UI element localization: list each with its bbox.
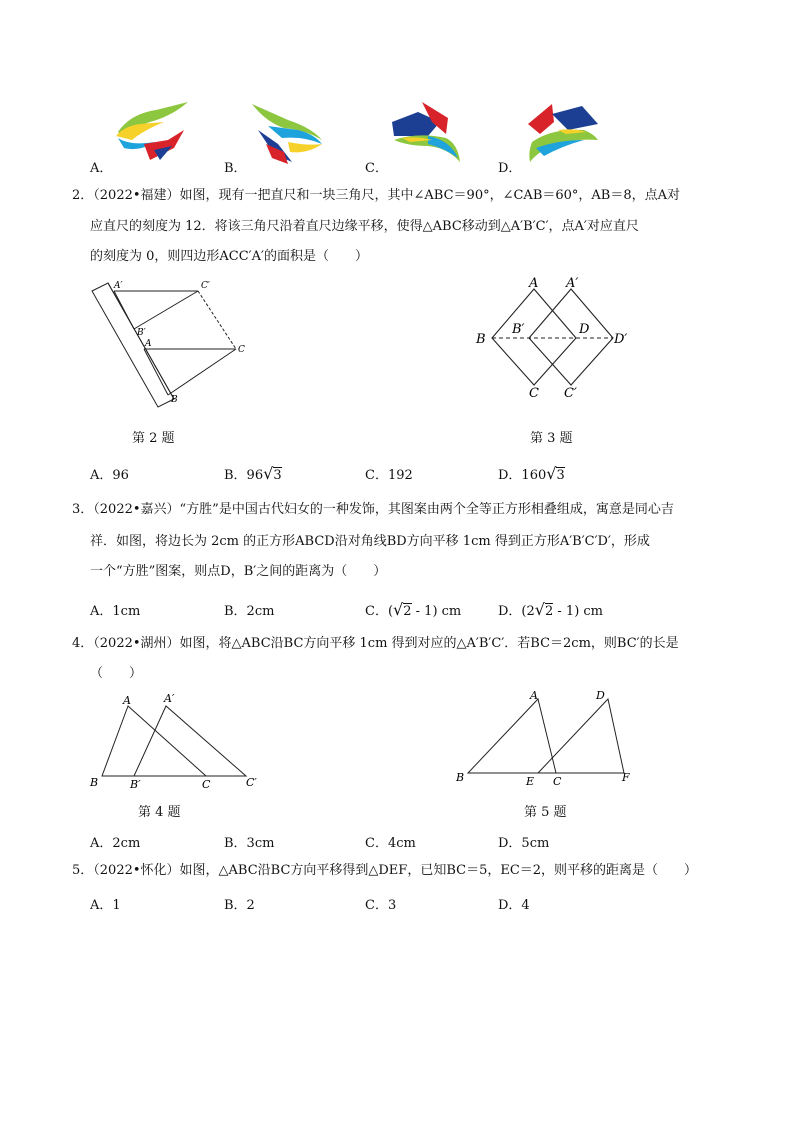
q3-option-b[interactable]: B．2cm [224,604,275,619]
label-b: B [171,395,178,405]
q1-logo-a [110,100,190,165]
triangle-abc [102,706,206,776]
q1-option-c[interactable]: C． [365,161,388,176]
label-c1: C′ [201,281,210,291]
q5-figure-caption: 第 5 题 [524,805,567,820]
q5-option-b[interactable]: B．2 [224,898,255,913]
sqrt-icon: √ [263,464,274,483]
label-a1: A′ [114,281,123,291]
label-b: B [90,776,99,789]
q2-text-line3: 的刻度为 0，则四边形ACC′A′的面积是（ ） [90,249,368,264]
q4-caption: 第 4 题 [138,805,181,820]
q4-text-line1: 4．（2022•湖州）如图，将△ABC沿BC方向平移 1cm 得到对应的△A′B′C′．若BC＝2cm，则BC′的长是 [72,636,679,651]
q3-option-c[interactable] [365,600,461,619]
q4-option-b[interactable]: B．3cm [224,836,275,851]
q4-option-a[interactable]: A．2cm [90,836,141,851]
label-b: B [476,332,486,347]
q2-option-d-radicand: 3 [556,468,565,483]
label-b: B [456,771,465,784]
q1-logo-c [388,100,468,165]
q4-option-c[interactable]: C．4cm [365,836,416,851]
ruler [92,283,174,407]
q5-text-line1: 5．（2022•怀化）如图，△ABC沿BC方向平移得到△DEF，已知BC＝5，EC＝2，则平移的距离是（ ） [72,863,698,878]
q2-option-c[interactable]: C．192 [365,468,413,483]
label-c: C [202,778,211,791]
q1-option-b[interactable]: B． [224,161,247,176]
q1-logo-d [522,100,602,165]
segment-a1-b1 [114,291,134,329]
q3-option-c-post: - 1) cm [415,604,462,619]
q2-text-line1: 2．（2022•福建）如图，现有一把直尺和一块三角尺，其中∠ABC＝90°，∠CAB＝60°，AB＝8，点A对 [72,188,681,203]
q2-option-d-label: D．160 [498,468,547,483]
q3-figure [470,275,640,400]
label-a1: A′ [164,692,175,705]
q3-option-c-radicand: 2 [403,604,412,619]
q3-option-d-post: - 1) cm [557,604,604,619]
sqrt-icon: √ [393,600,404,619]
q2-option-b[interactable] [224,464,282,483]
label-b1: B′ [137,328,146,338]
label-a1: A′ [566,276,579,291]
label-c: C [238,345,245,355]
label-b1: B′ [512,322,525,337]
q2-option-b-label: B．96 [224,468,264,483]
segment-b1-c1 [134,291,198,329]
q3-text-line2: 祥．如图，将边长为 2cm 的正方形ABCD沿对角线BD方向平移 1cm 得到正方形A′B′C′D′，形成 [90,534,650,549]
q2-option-a[interactable]: A．96 [90,468,129,483]
q1-option-d[interactable]: D． [498,161,522,176]
label-f: F [622,771,630,784]
q3-option-c-pre: C．( [365,604,394,619]
q2-option-d[interactable] [498,464,565,483]
q3-option-d-pre: D．(2 [498,604,535,619]
square-a1b1c1d1 [529,289,613,385]
label-d: D [596,689,605,702]
segment-c1-c-dashed [198,291,236,349]
ruler-edge [108,283,174,399]
label-c1: C′ [564,386,577,401]
label-a: A [145,339,152,349]
q1-option-a[interactable]: A． [90,161,113,176]
q3-option-a[interactable]: A．1cm [90,604,141,619]
triangle-a1b1c1 [134,706,246,776]
q5-option-a[interactable]: A．1 [90,898,121,913]
q2-caption: 第 2 题 [132,431,175,446]
label-d: D [579,322,590,337]
label-a: A [123,694,131,707]
q5-option-d[interactable]: D．4 [498,898,530,913]
q4-figure [88,690,268,795]
q3-text-line3: 一个“方胜”图案，则点D，B′之间的距离为（ ） [90,564,387,579]
q2-figure [88,275,268,415]
label-a: A [530,689,538,702]
q4-option-d[interactable]: D．5cm [498,836,550,851]
sqrt-icon: √ [534,600,545,619]
q3-caption: 第 3 题 [530,431,573,446]
label-c1: C′ [246,776,257,789]
q4-text-line2: （ ） [90,666,143,681]
q2-text-line2: 应直尺的刻度为 12．将该三角尺沿着直尺边缘平移，使得△ABC移动到△A′B′C′，点A′对应直尺 [90,219,639,234]
triangle-def [538,699,624,773]
label-c: C [529,386,539,401]
label-b1: B′ [130,778,141,791]
sqrt-icon: √ [546,464,557,483]
q3-option-d[interactable] [498,600,603,619]
label-c: C [553,775,562,788]
q3-option-d-radicand: 2 [544,604,554,619]
q3-text-line1: 3．（2022•嘉兴）“方胜”是中国古代妇女的一种发饰，其图案由两个全等正方形相叠组成，寓意是同心吉 [72,502,674,517]
q5-option-c[interactable]: C．3 [365,898,397,913]
label-e: E [526,775,535,788]
q2-option-b-radicand: 3 [273,468,282,483]
square-abcd [492,289,576,385]
q5-figure [452,685,642,790]
label-a: A [529,276,539,291]
triangle-abc [468,699,556,773]
q1-logo-b [248,100,328,165]
segment-b-c [168,349,236,395]
label-d1: D′ [614,332,628,347]
